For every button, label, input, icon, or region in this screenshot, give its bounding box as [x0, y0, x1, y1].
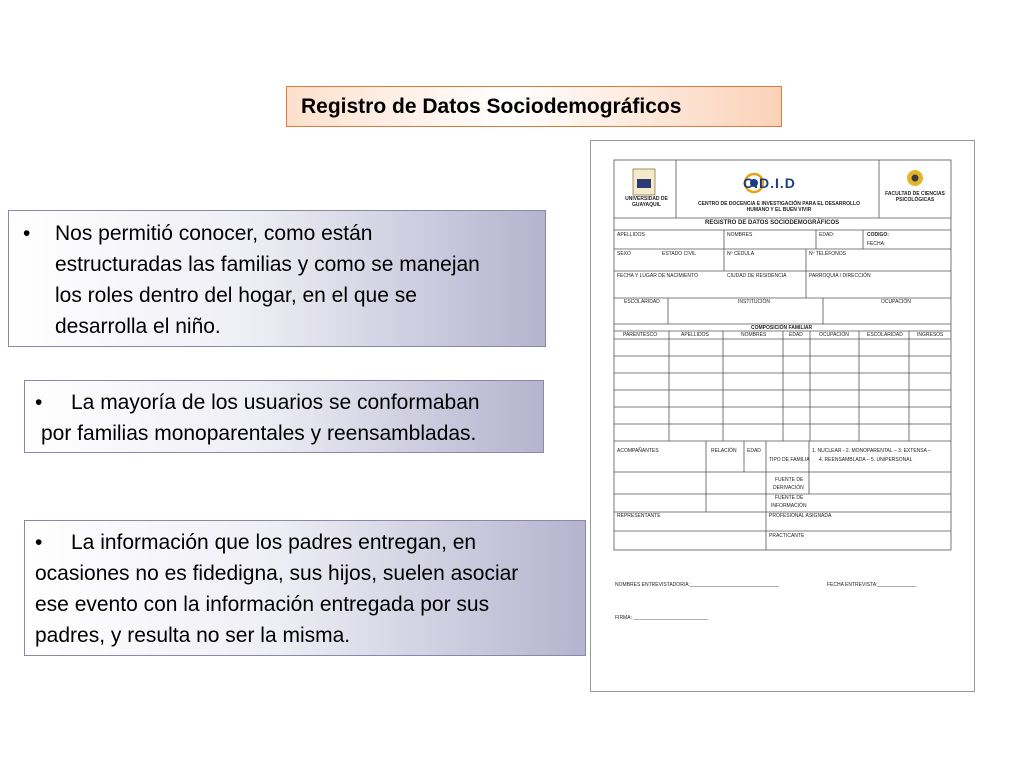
bullet-text: ocasiones no es fidedigna, sus hijos, suelen asociar — [35, 562, 519, 585]
bullet-dot: • — [23, 222, 31, 245]
form-edad: EDAD: — [819, 232, 835, 238]
form-estado-civil: ESTADO CIVIL — [662, 251, 697, 257]
form-col: PARENTESCO — [623, 332, 658, 338]
form-fuente-der-1: FUENTE DE — [775, 477, 804, 483]
bullet-text: desarrolla el niño. — [55, 315, 221, 338]
form-practicante: PRACTICANTE — [769, 533, 805, 539]
bullet-text: estructuradas las familias y como se manejan — [55, 253, 480, 276]
form-fecha-entrevista: FECHA ENTREVISTA:______________ — [827, 582, 917, 588]
form-relacion: RELACIÓN — [711, 448, 737, 454]
form-firma: FIRMA: ___________________________ — [615, 615, 709, 621]
form-comp-familiar: COMPOSICIÓN FAMILIAR — [751, 325, 813, 331]
form-apellidos: APELLIDOS — [617, 232, 645, 238]
form-nombres: NOMBRES — [727, 232, 753, 238]
form-escolaridad: ESCOLARIDAD — [624, 299, 660, 305]
form-center: CENTRO DE DOCENCIA E INVESTIGACIÓN PARA EL DESARROLLO HUMANO Y EL BUEN VIVIR — [698, 201, 860, 213]
form-tipos-1: 1. NUCLEAR - 2. MONOPARENTAL – 3. EXTENSA – — [812, 448, 931, 454]
form-profesional: PROFESIONAL ASIGNADA — [769, 513, 832, 519]
form-entrevistador: NOMBRES ENTREVISTADOR/A:________________________________ — [615, 582, 779, 588]
form-col: NOMBRES — [741, 332, 767, 338]
form-telefonos: Nº TELÉFONOS — [809, 251, 847, 257]
bullet-text: Nos permitió conocer, como están — [55, 222, 373, 245]
form-fuente-inf-1: FUENTE DE — [775, 495, 804, 501]
form-ocupacion: OCUPACIÓN — [881, 299, 911, 305]
bullet-dot: • — [35, 391, 43, 414]
slide-title: Registro de Datos Sociodemográficos — [286, 86, 782, 127]
form-ciudad: CIUDAD DE RESIDENCIA — [727, 273, 787, 279]
bullet-box-2 — [24, 380, 544, 453]
bullet-text: padres, y resulta no ser la misma. — [35, 624, 351, 647]
form-col: EDAD — [789, 332, 803, 338]
form-cedula: Nº CÉDULA — [727, 251, 755, 257]
form-parroquia: PARROQUIA / DIRECCIÓN — [809, 273, 871, 279]
form-institucion: INSTITUCIÓN — [738, 299, 770, 305]
bullet-text: los roles dentro del hogar, en el que se — [55, 284, 417, 307]
form-fecha-lugar: FECHA Y LUGAR DE NACIMIENTO — [617, 273, 698, 279]
bullet-text: La información que los padres entregan, en — [71, 531, 477, 554]
bullet-text: por familias monoparentales y reensambladas. — [41, 422, 477, 445]
form-tipo-familia: TIPO DE FAMILIA — [769, 457, 810, 463]
form-fuente-der-2: DERIVACIÓN — [773, 485, 804, 491]
bullet-text: La mayoría de los usuarios se conformaban — [71, 391, 480, 414]
form-col: APELLIDOS — [681, 332, 709, 338]
form-col: OCUPACIÓN — [819, 332, 849, 338]
bullet-box-3 — [24, 520, 586, 656]
university-seal-icon — [633, 169, 655, 195]
form-codigo: CODIGO: — [867, 232, 889, 238]
cdid-logo-text: C.D.I.D — [743, 175, 796, 191]
form-sexo: SEXO — [617, 251, 631, 257]
bullet-text: ese evento con la información entregada por sus — [35, 593, 490, 616]
bullet-box-1 — [8, 210, 546, 347]
form-fuente-inf-2: INFORMACIÓN — [771, 503, 807, 509]
form-edad2: EDAD — [747, 448, 761, 454]
form-tipos-2: 4. REENSAMBLADA – 5. UNIPERSONAL — [819, 457, 913, 463]
faculty-logo-icon — [907, 170, 923, 186]
form-image — [590, 140, 975, 692]
bullet-dot: • — [35, 531, 43, 554]
form-reg-title: REGISTRO DE DATOS SOCIODEMOGRÁFICOS — [705, 220, 840, 226]
form-fecha: FECHA: — [867, 241, 886, 247]
form-representante: REPRESENTANTE — [617, 513, 661, 519]
form-col: INGRESOS — [917, 332, 944, 338]
form-col: ESCOLARIDAD — [867, 332, 903, 338]
form-acompanantes: ACOMPAÑANTES — [617, 448, 659, 454]
form-faculty: FACULTAD DE CIENCIAS PSICOLÓGICAS — [885, 191, 945, 203]
form-univ: UNIVERSIDAD DE GUAYAQUIL — [625, 196, 668, 208]
